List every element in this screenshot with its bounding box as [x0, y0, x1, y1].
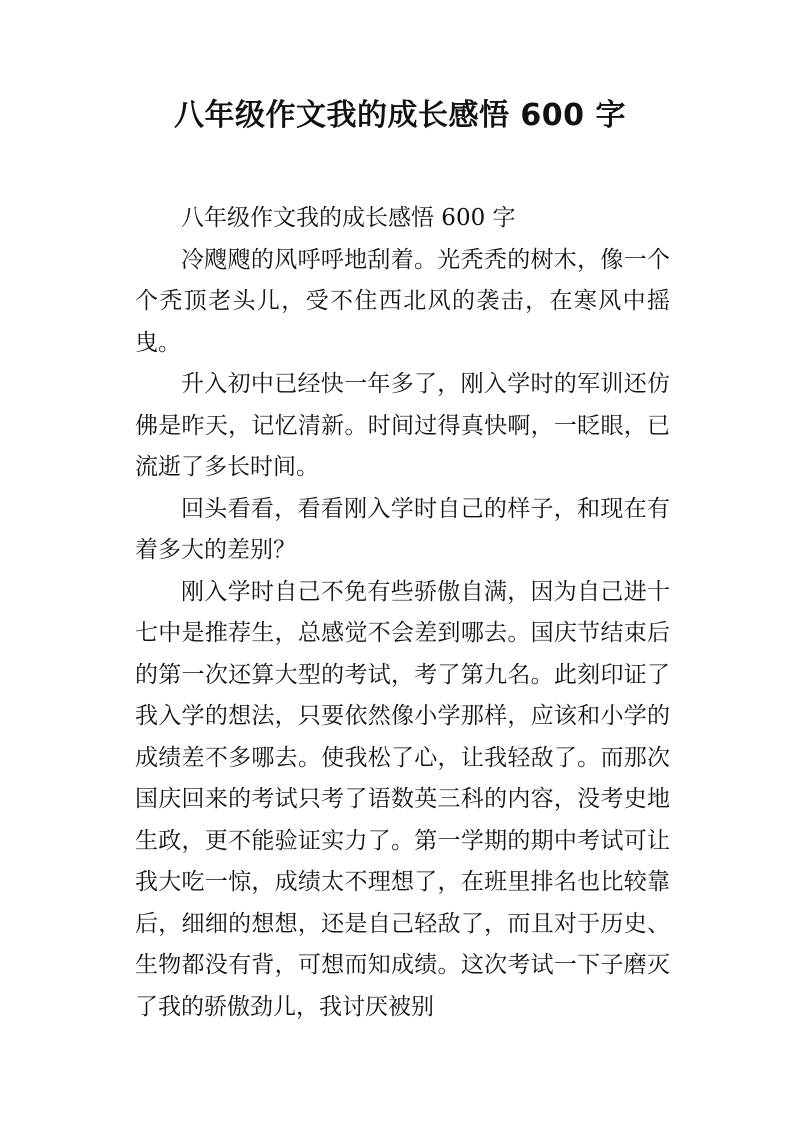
paragraph-3: 回头看看，看看刚入学时自己的样子，和现在有着多大的差别？ [135, 495, 670, 563]
paragraph-subtitle: 八年级作文我的成长感悟 600 字 [181, 205, 516, 231]
document-title: 八年级作文我的成长感悟 600 字 [173, 98, 626, 133]
document-body [135, 198, 670, 1028]
paragraph-4: 刚入学时自己不免有些骄傲自满，因为自己进十七中是推荐生，总感觉不会差到哪去。国庆节结束后的第一次还算大型的考试，考了第九名。此刻印证了我入学的想法，只要依然像小学那样，应该和小学的成绩差不多哪去。使我松了心，让我轻敌了。而那次国庆回来的考试只考了语数英三科的内容，没考史地生政，更不能验证实力了。第一学期的期中考试可让我大吃一惊，成绩太不理想了，在班里排名也比较靠后，细细的想想，还是自己轻敌了，而且对于历史、生物都没有背，可想而知成绩。这次考试一下子磨灭了我的骄傲劲儿，我讨厌被别 [135, 578, 670, 1020]
paragraph-1: 冷飕飕的风呼呼地刮着。光秃秃的树木，像一个个秃顶老头儿，受不住西北风的袭击，在寒风中摇曳。 [135, 246, 670, 356]
paragraph-2: 升入初中已经快一年多了，刚入学时的军训还仿佛是昨天，记忆清新。时间过得真快啊，一眨眼，已流逝了多长时间。 [135, 371, 670, 480]
